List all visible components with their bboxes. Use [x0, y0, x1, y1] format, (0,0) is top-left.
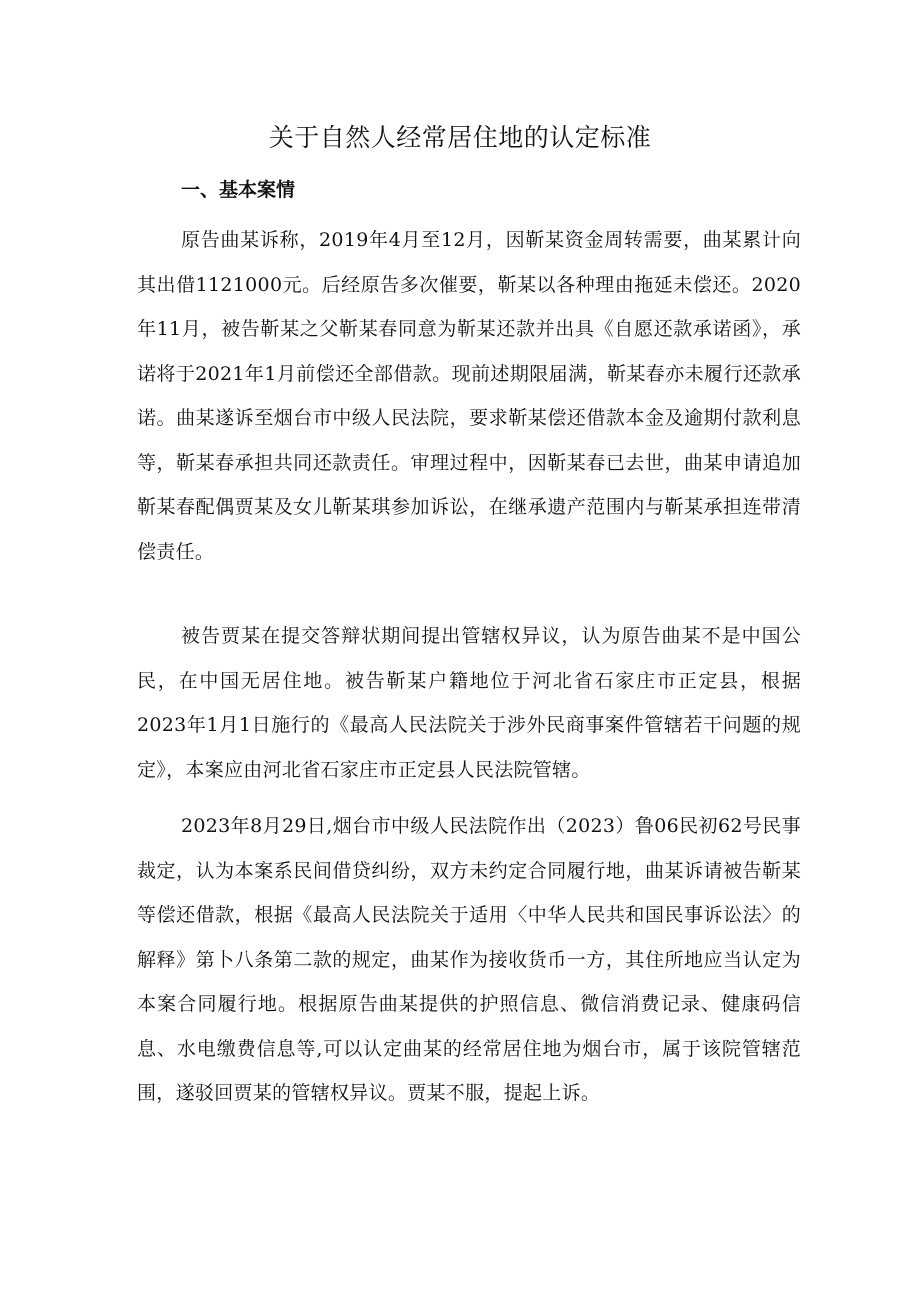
- paragraph-case-facts: 原告曲某诉称，2019年4月至12月，因靳某资金周转需要，曲某累计向其出借1121000元。后经原告多次催要，靳某以各种理由拖延未偿还。2020年11月，被告靳某之父靳某春同意为靳某还款并出具《自愿还款承诺函》，承诺将于2021年1月前偿还全部借款。现前述期限届满，靳某春亦未履行还款承诺。曲某遂诉至烟台市中级人民法院，要求靳某偿还借款本金及逾期付款利息等，靳某春承担共同还款责任。审理过程中，因靳某春已去世，曲某申请追加靳某春配偶贾某及女儿靳某琪参加诉讼，在继承遗产范围内与靳某承担连带清偿责任。: [137, 229, 801, 563]
- paragraph-jurisdiction-objection: 被告贾某在提交答辩状期间提出管辖权异议，认为原告曲某不是中国公民，在中国无居住地。被告靳某户籍地位于河北省石家庄市正定县，根据2023年1月1日施行的《最高人民法院关于涉外民商事案件管辖若干问题的规定》，本案应由河北省石家庄市正定县人民法院管辖。: [137, 625, 801, 781]
- paragraph-court-ruling: 2023年8月29日,烟台市中级人民法院作出（2023）鲁06民初62号民事裁定，认为本案系民间借贷纠纷，双方未约定合同履行地，曲某诉请被告靳某等偿还借款，根据《最高人民法院关于适用〈中华人民共和国民事诉讼法〉的解释》第卜八条第二款的规定，曲某作为接收货币一方，其住所地应当认定为本案合同履行地。根据原告曲某提供的护照信息、微信消费记录、健康码信息、水电缴费信息等,可以认定曲某的经常居住地为烟台市，属于该院管辖范围，遂驳回贾某的管辖权异议。贾某不服，提起上诉。: [137, 815, 801, 1104]
- section-heading: 一、基本案情: [181, 179, 296, 201]
- document-title: 关于自然人经常居住地的认定标准: [268, 123, 652, 152]
